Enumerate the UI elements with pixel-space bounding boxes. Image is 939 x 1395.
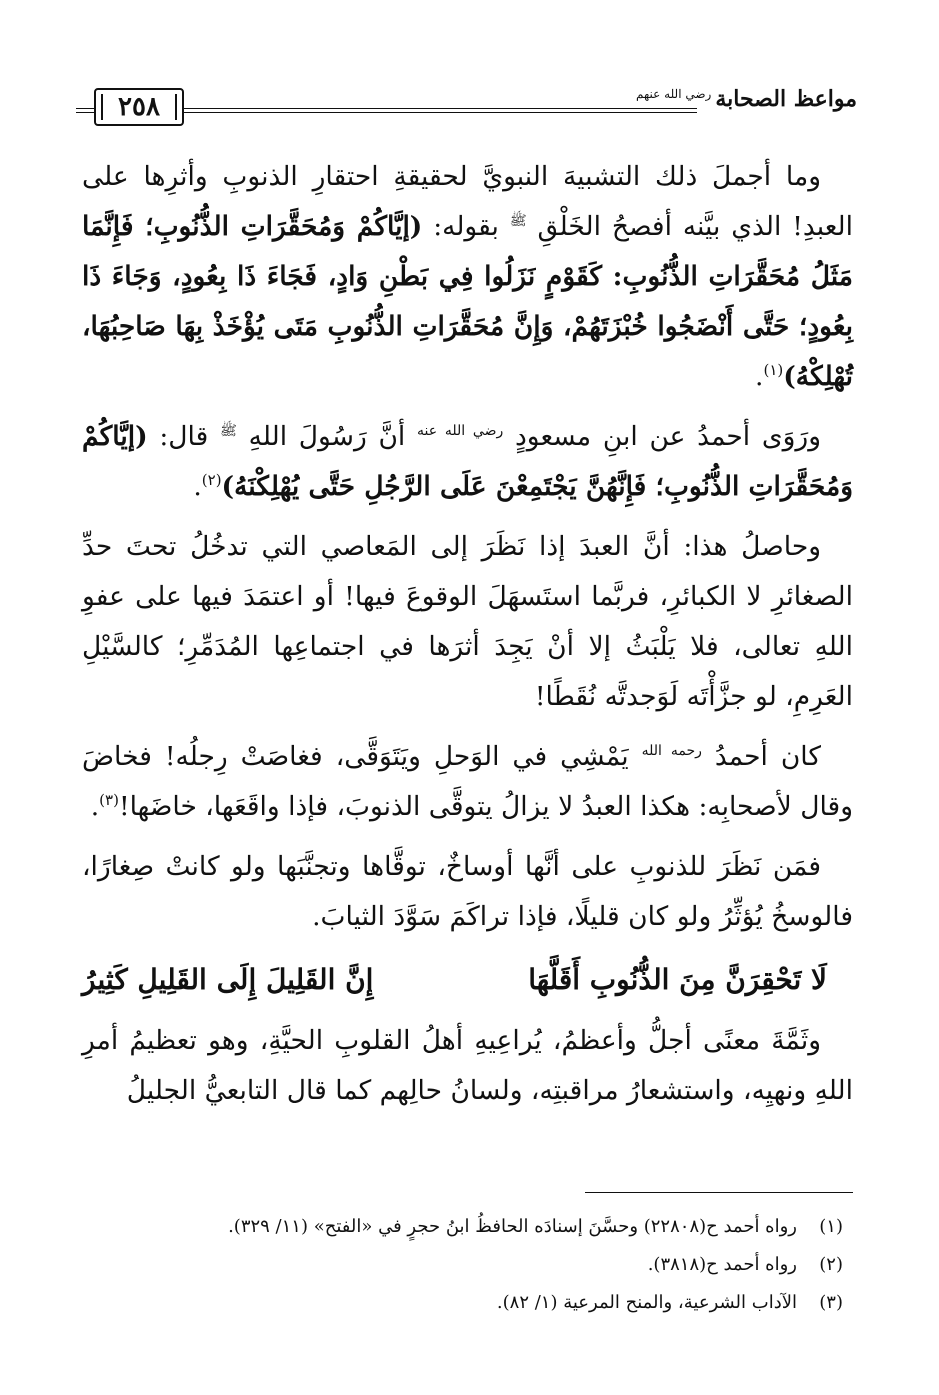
paragraph-text: وما أجملَ ذلك التشبيهَ النبويَّ لحقيقةِ احتقارِ الذنوبِ وأثرِها على العبدِ! الذي بيَّنه أفصحُ الخَلْقِ bbox=[82, 161, 853, 242]
paragraph-text: وحاصلُ هذا: أنَّ العبدَ إذا نَظَرَ إلى المَعاصي التي تدخُلُ تحتَ حدِّ الصغائرِ لا الكبائرِ، فربَّما استَسهَلَ الوقوعَ فيها! أو اعتمَدَ فيها على عفوِ اللهِ تعالى، فلا يَلْبَثُ إلا أنْ يَجِدَ أثرَها في اجتماعِها المُدَمِّرِ؛ كالسَّيْلِ العَرِمِ، لو جزَّأْتَه لَوَجدتَّه نُقَطًا! bbox=[82, 531, 853, 712]
salawat-symbol: ﷺ bbox=[509, 213, 527, 230]
paragraph-text: كان أحمدُ bbox=[701, 741, 821, 772]
paragraph-2 bbox=[82, 412, 853, 512]
footnote-number: (١) bbox=[819, 1216, 843, 1237]
honorific-symbol: رضي الله عنه bbox=[417, 423, 504, 440]
main-text bbox=[82, 152, 853, 1126]
honorific-symbol: رحمه الله bbox=[641, 743, 702, 760]
paragraph-4 bbox=[82, 732, 853, 832]
salawat-symbol: ﷺ bbox=[220, 423, 237, 440]
paragraph-end: . bbox=[193, 471, 202, 502]
header-left-rule bbox=[76, 108, 94, 113]
footnote-text: الآداب الشرعية، والمنح المرعية (١/ ٨٢). bbox=[496, 1292, 797, 1313]
paragraph-text: بقوله: bbox=[422, 211, 510, 242]
footnotes bbox=[120, 1208, 843, 1322]
paragraph-text: فمَن نَظَرَ للذنوبِ على أنَّها أوساخٌ، توقَّاها وتجنَّبَها ولو كانتْ صِغارًا، فالوسخُ يُؤثِّرُ ولو كان قليلًا، فإذا تراكَمَ سَوَّدَ الثيابَ. bbox=[82, 851, 853, 932]
footnote-2 bbox=[120, 1246, 843, 1284]
footnote-ref-3[interactable]: (٣) bbox=[99, 791, 119, 810]
footnote-number: (٣) bbox=[819, 1292, 843, 1313]
book-title-text: مواعظ الصحابة bbox=[715, 86, 857, 112]
page-header bbox=[82, 78, 857, 128]
footnote-ref-1[interactable]: (١) bbox=[763, 361, 784, 380]
page-number: ٢٥٨ bbox=[118, 92, 160, 122]
footnote-text: رواه أحمد ح(٣٨١٨). bbox=[647, 1254, 797, 1275]
footnote-3 bbox=[120, 1284, 843, 1322]
verse-first-hemistich: لَا تَحْقِرَنَّ مِنَ الذُّنُوبِ أَقَلَّهَا bbox=[528, 963, 827, 996]
paragraph-end: . bbox=[90, 791, 100, 822]
footnote-text: رواه أحمد ح(٢٢٨٠٨) وحسَّنَ إسنادَه الحافظُ ابنُ حجرٍ في «الفتح» (١١/ ٣٢٩). bbox=[228, 1216, 797, 1237]
paragraph-text: يَمْشِي في الوَحلِ ويَتَوَقَّى، فغاصَتْ رِجلُه! فخاضَ وقال لأصحابِه: هكذا العبدُ لا يزالُ يتوقَّى الذنوبَ، فإذا واقَعَها، خاضَها! bbox=[82, 741, 853, 822]
footnote-1 bbox=[120, 1208, 843, 1246]
paragraph-1 bbox=[82, 152, 853, 402]
verse-second-hemistich: إِنَّ القَلِيلَ إِلَى القَلِيلِ كَثِيرُ bbox=[82, 963, 374, 996]
hadith-text: (إيَّاكُمْ وَمُحَقَّرَاتِ الذُّنُوبِ؛ فَإِنَّهُنَّ يَجْتَمِعْنَ عَلَى الرَّجُلِ حَتَّى يُهْلِكْنَهُ) bbox=[82, 421, 853, 502]
paragraph-end: . bbox=[755, 361, 764, 392]
page-number-frame bbox=[94, 88, 184, 126]
paragraph-3 bbox=[82, 522, 853, 722]
paragraph-text: وثَمَّةَ معنًى أجلُّ وأعظمُ، يُراعِيهِ أهلُ القلوبِ الحيَّةِ، وهو تعظيمُ أمرِ اللهِ ونهيِه، واستشعارُ مراقبتِه، ولسانُ حالِهم كما قال التابعيُّ الجليلُ bbox=[82, 1025, 853, 1106]
hadith-text: (إيَّاكُمْ وَمُحَقَّرَاتِ الذُّنُوبِ؛ فَإِنَّمَا مَثَلُ مُحَقَّرَاتِ الذُّنُوبِ: كَقَوْمٍ نَزَلُوا فِي بَطْنِ وَادٍ، فَجَاءَ ذَا بِعُودٍ، وَجَاءَ ذَا بِعُودٍ؛ حَتَّى أَنْضَجُوا خُبْزَتَهُمْ، وَإِنَّ مُحَقَّرَاتِ الذُّنُوبِ مَتَى يُؤْخَذْ بِهَا صَاحِبُهَا، تُهْلِكْهُ) bbox=[82, 211, 853, 392]
poetry-verse bbox=[82, 952, 853, 1008]
header-rule bbox=[182, 108, 697, 113]
footnote-number: (٢) bbox=[819, 1254, 843, 1275]
paragraph-text: أنَّ رَسُولَ اللهِ bbox=[236, 421, 418, 452]
paragraph-text: قال: bbox=[147, 421, 220, 452]
footnote-separator bbox=[585, 1192, 853, 1193]
paragraph-6 bbox=[82, 1016, 853, 1116]
paragraph-text: ورَوَى أحمدُ عن ابنِ مسعودٍ bbox=[503, 421, 822, 452]
footnote-ref-2[interactable]: (٢) bbox=[201, 471, 222, 490]
paragraph-5 bbox=[82, 842, 853, 942]
title-honorific: رضي الله عنهم bbox=[636, 86, 712, 101]
